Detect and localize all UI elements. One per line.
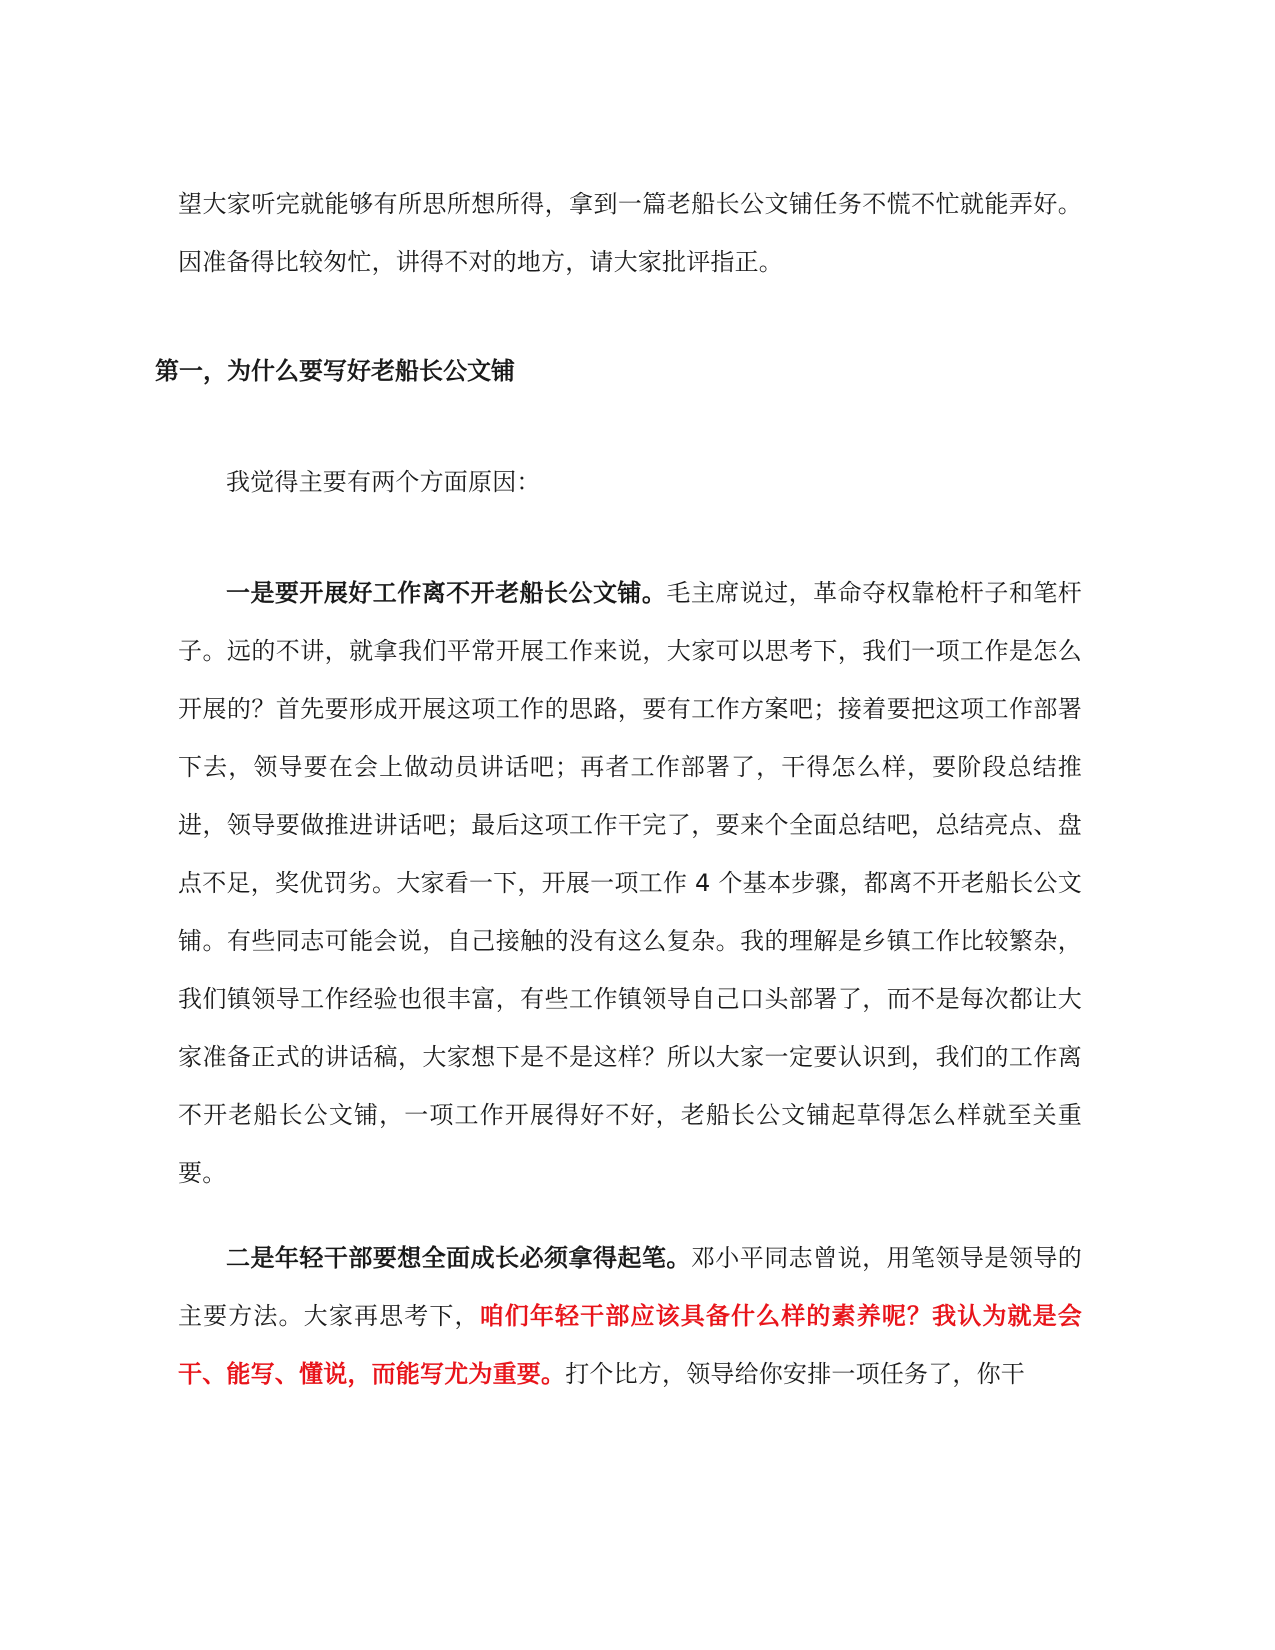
section-lead-paragraph: 我觉得主要有两个方面原因： [226, 468, 541, 496]
point-one-body: 毛主席说过，革命夺权靠枪杆子和笔杆子。远的不讲，就拿我们平常开展工作来说，大家可以思考下，我们一项工作是怎么开展的？首先要形成开展这项工作的思路，要有工作方案吧；接着要把这项工作部署下去，领导要在会上做动员讲话吧；再者工作部署了，干得怎么样，要阶段总结推进，领导要做推进讲话吧；最后这项工作干完了，要来个全面总结吧，总结亮点、盘点不足，奖优罚劣。大家看一下，开展一项工作 4 个基本步骤，都离不开老船长公文铺。有些同志可能会说，自己接触的没有这么复杂。我的理解是乡镇工作比较繁杂，我们镇领导工作经验也很丰富，有些工作镇领导自己口头部署了，而不是每次都让大家准备正式的讲话稿，大家想下是不是这样？所以大家一定要认识到，我们的工作离不开老船长公文铺，一项工作开展得好不好，老船长公文铺起草得怎么样就至关重要。 [178, 579, 1082, 1187]
point-two-title: 二是年轻干部要想全面成长必须拿得起笔。 [226, 1244, 691, 1272]
section-heading: 第一，为什么要写好老船长公文铺 [155, 357, 515, 385]
point-two-paragraph [178, 1229, 1082, 1403]
point-two-body-start: 邓小平同志曾说，用笔领导是领导的主要方法。大家再思考下， [178, 1244, 1082, 1330]
point-two-red-emphasis: 咱们年轻干部应该具备什么样的素养呢？我认为就是会干、能写、懂说，而能写尤为重要。 [178, 1302, 1082, 1388]
point-one-title: 一是要开展好工作离不开老船长公文铺。 [226, 579, 667, 607]
point-one-paragraph [178, 564, 1082, 1202]
intro-paragraph: 望大家听完就能够有所思所想所得，拿到一篇老船长公文铺任务不慌不忙就能弄好。因准备得比较匆忙，讲得不对的地方，请大家批评指正。 [178, 190, 1082, 276]
point-two-body-end: 打个比方，领导给你安排一项任务了，你干 [565, 1360, 1026, 1388]
